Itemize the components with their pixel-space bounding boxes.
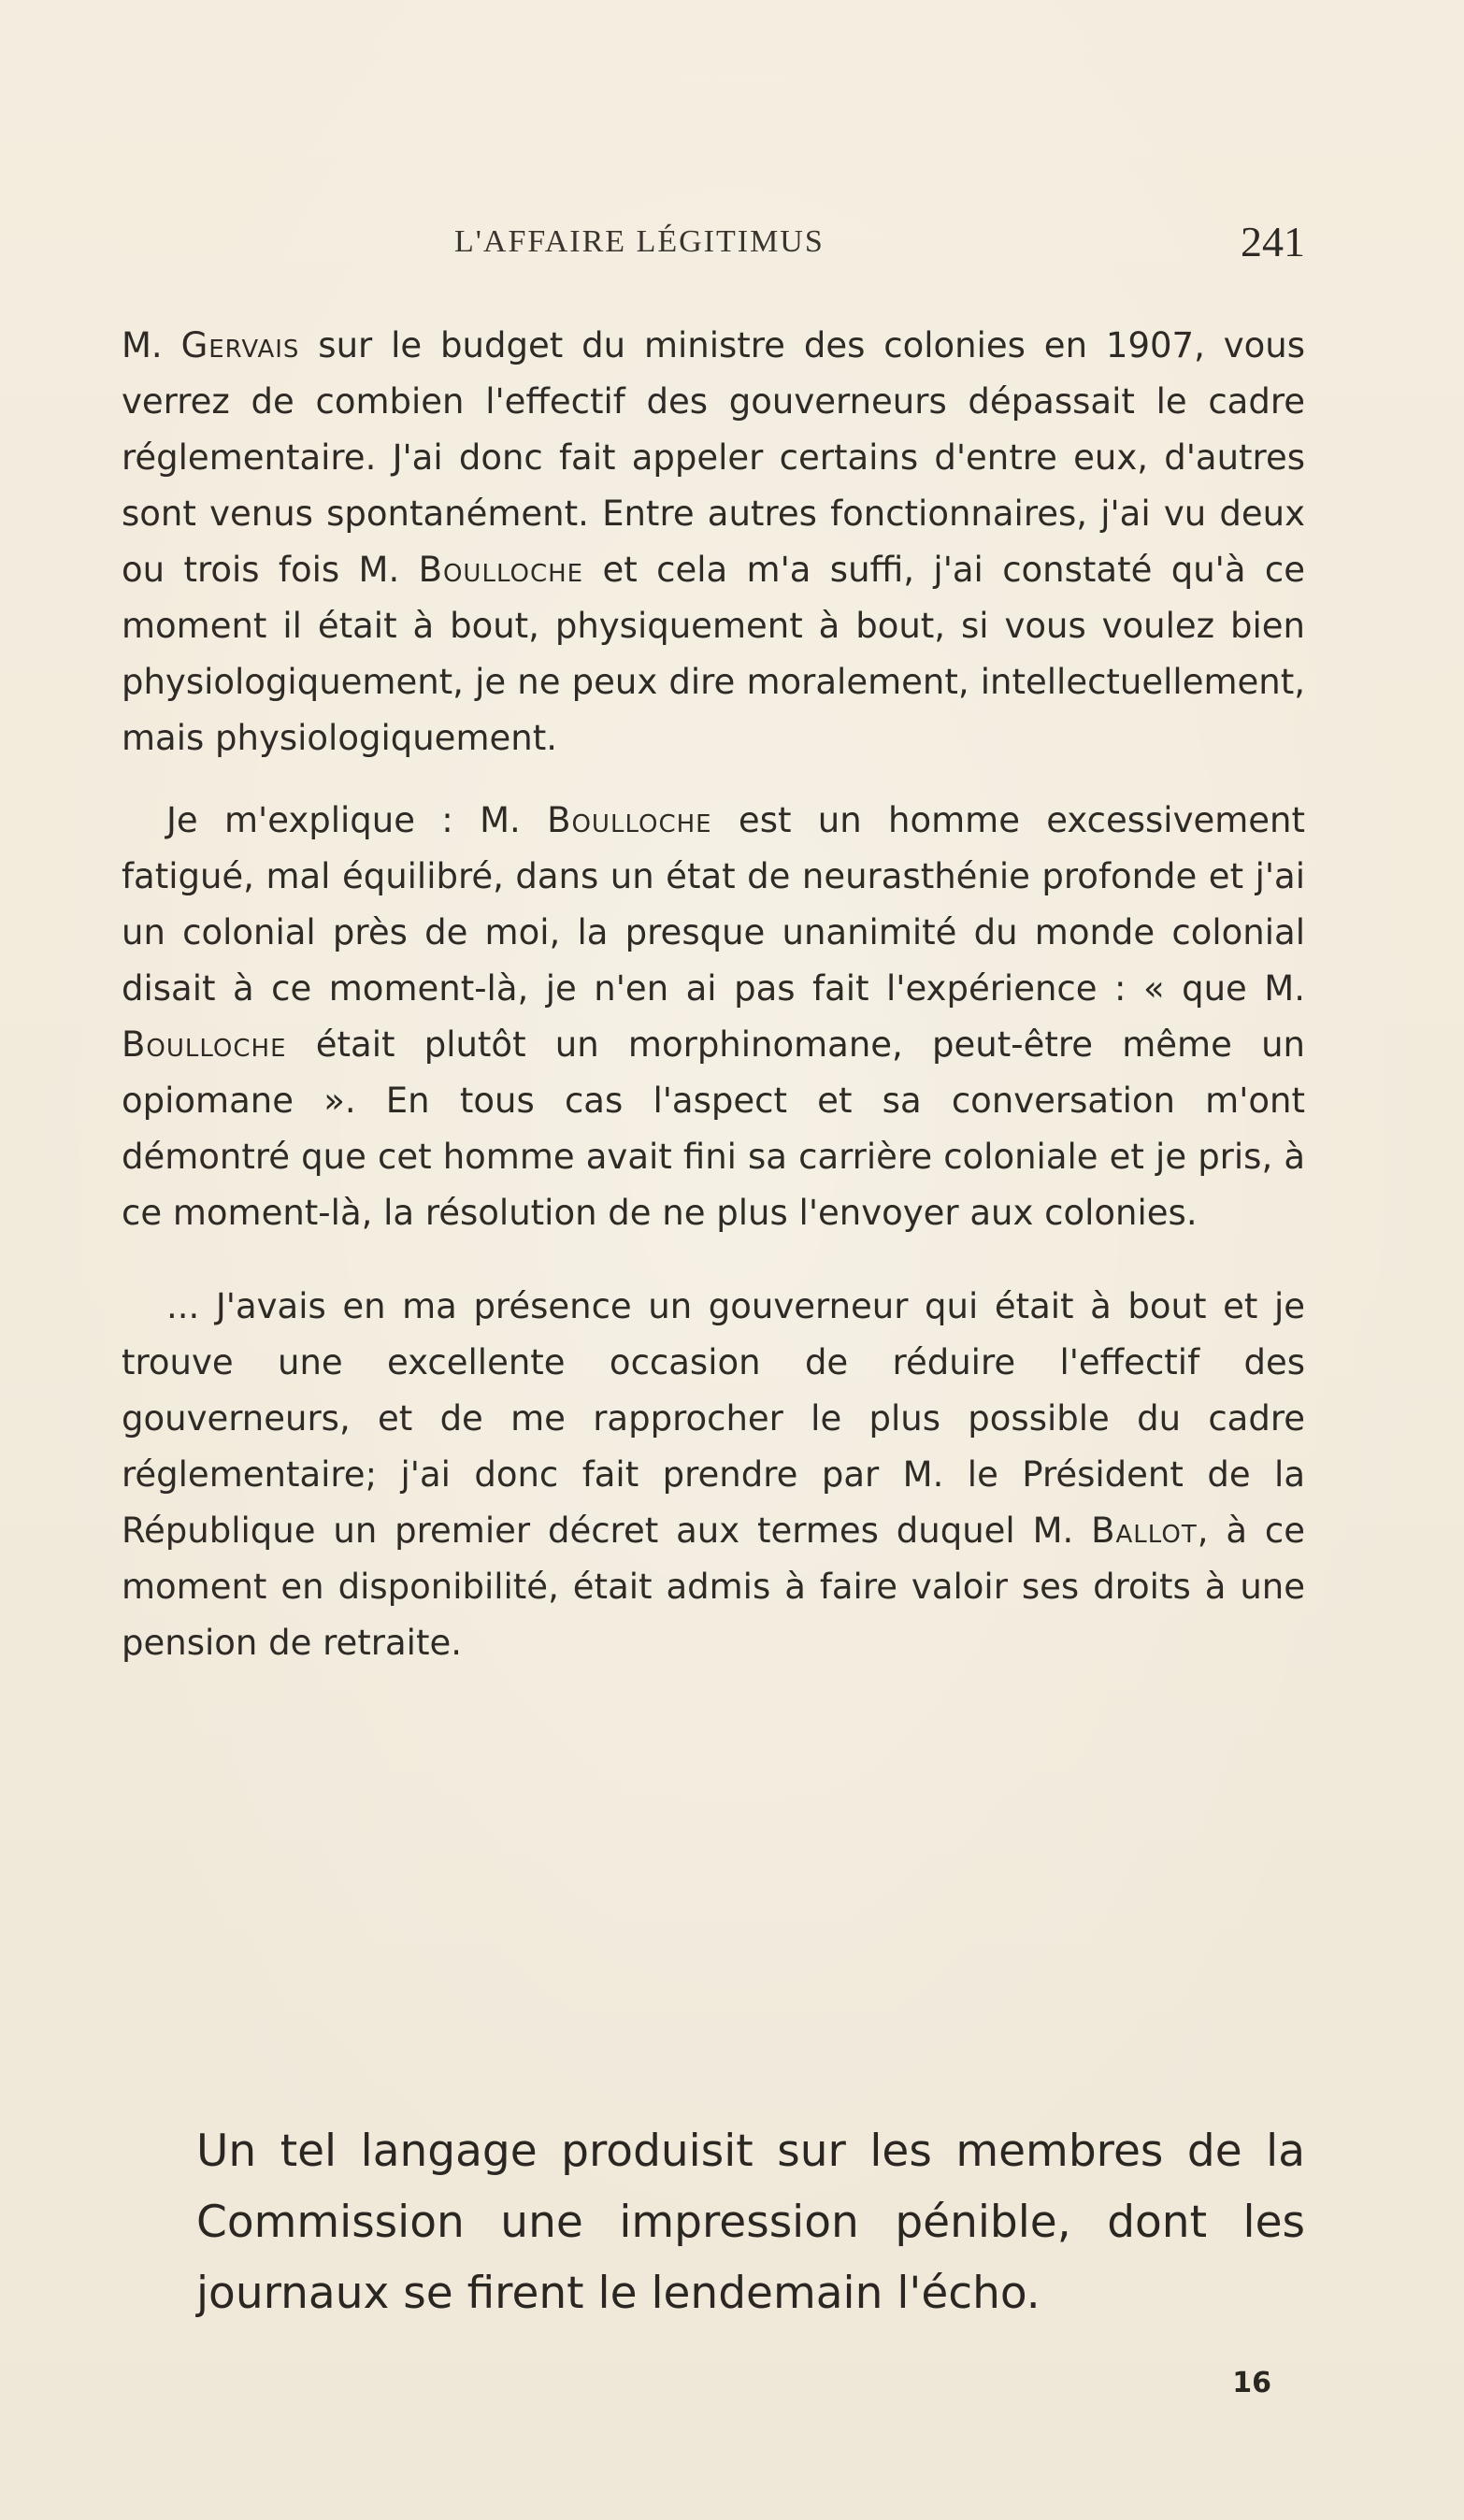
- name-boulloche: Boulloche: [547, 800, 712, 840]
- name-gervais: Gervais: [180, 325, 300, 365]
- page-number: 241: [1241, 218, 1305, 265]
- closing-paragraph: [196, 2116, 1305, 2329]
- page-header: [122, 217, 1305, 273]
- signature-mark: 16: [1232, 2367, 1271, 2399]
- closing-text: Un tel langage produisit sur les membres de la Commission une impression pénible, dont les journaux se firent le lendemain l'écho.: [196, 2126, 1305, 2319]
- paragraph-2: Je m'explique : M. Boulloche est un homme excessivement fatigué, mal équilibré, dans un état de neurasthénie profonde et j'ai un colonial près de moi, la presque unanimité du monde colonial disait à ce moment-là, je n'en ai pas fait l'expérience : « que M. Boulloche était plutôt un morphinomane, peut-être même un opiomane ». En tous cas l'aspect et sa conversation m'ont démontré que cet homme avait fini sa carrière coloniale et je pris, à ce moment-là, la résolution de ne plus l'envoyer aux colonies.: [122, 800, 1305, 1233]
- running-title: L'AFFAIRE LÉGITIMUS: [454, 224, 825, 259]
- paragraph-3: ... J'avais en ma présence un gouverneur qui était à bout et je trouve une excellente occasion de réduire l'effectif des gouverneurs, et de me rapprocher le plus possible du cadre réglementaire; j'ai donc fait prendre par M. le Président de la République un premier décret aux termes duquel M. Ballot, à ce moment en disponibilité, était admis à faire valoir ses droits à une pension de retraite.: [122, 1286, 1305, 1663]
- name-boulloche: Boulloche: [122, 1024, 287, 1065]
- name-boulloche: Boulloche: [418, 550, 584, 590]
- paragraph-1: M. Gervais sur le budget du ministre des colonies en 1907, vous verrez de combien l'effectif des gouverneurs dépassait le cadre réglementaire. J'ai donc fait appeler certains d'entre eux, d'autres sont venus spontanément. Entre autres fonctionnaires, j'ai vu deux ou trois fois M. Boulloche et cela m'a suffi, j'ai constaté qu'à ce moment il était à bout, physiquement à bout, si vous voulez bien physiologiquement, je ne peux dire moralement, intellectuellement, mais physiologiquement.: [122, 325, 1305, 758]
- name-ballot: Ballot: [1091, 1511, 1198, 1551]
- quoted-testimony: [122, 318, 1305, 1671]
